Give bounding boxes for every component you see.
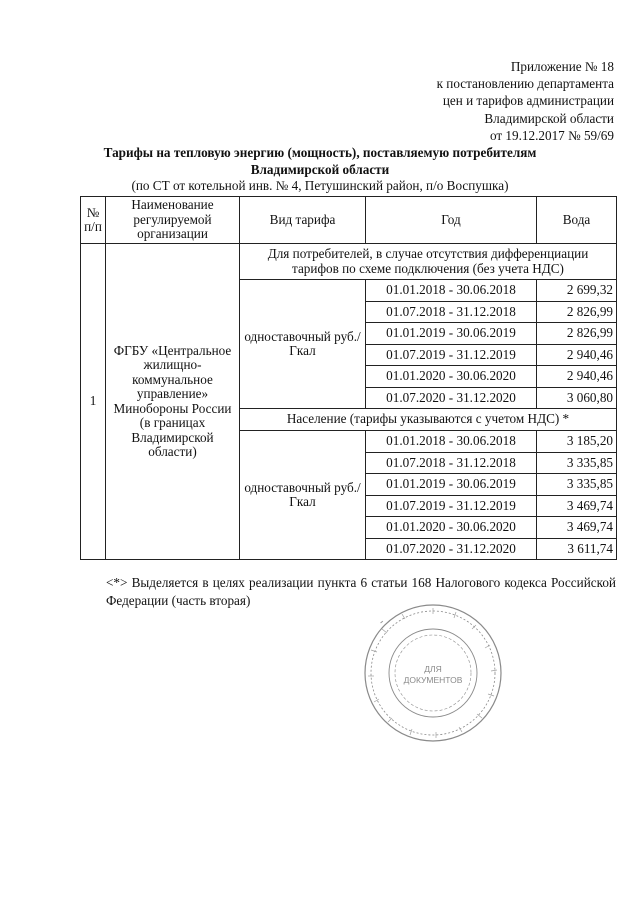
value-cell: 3 335,85 (537, 474, 617, 496)
tariff-table (80, 196, 617, 560)
value-cell: 3 611,74 (537, 538, 617, 560)
stamp-line-1: ДЛЯ (424, 664, 442, 674)
document-title (0, 145, 640, 195)
value-cell: 3 060,80 (537, 387, 617, 409)
value-cell: 2 940,46 (537, 366, 617, 388)
period-cell: 01.01.2018 - 30.06.2018 (366, 431, 537, 453)
period-cell: 01.01.2020 - 30.06.2020 (366, 366, 537, 388)
period-cell: 01.07.2020 - 31.12.2020 (366, 387, 537, 409)
header-year: Год (366, 197, 537, 244)
period-cell: 01.07.2018 - 31.12.2018 (366, 301, 537, 323)
value-cell: 3 335,85 (537, 452, 617, 474)
appendix-line: Владимирской области (484, 110, 614, 126)
value-cell: 2 826,99 (537, 323, 617, 345)
footnote (80, 574, 616, 609)
table-row (81, 244, 617, 280)
section-2-tariff-type: одноставочный руб./Гкал (240, 431, 366, 560)
title-line-2: Владимирской области (250, 161, 390, 177)
period-cell: 01.07.2019 - 31.12.2019 (366, 344, 537, 366)
appendix-line: цен и тарифов администрации (442, 93, 614, 109)
value-cell: 3 185,20 (537, 431, 617, 453)
footnote-text: <*> Выделяется в целях реализации пункта 6 статьи 168 Налогового кодекса Российской Федерации (часть вторая) (106, 575, 616, 608)
organization-name: ФГБУ «Центральное жилищно-коммунальное управление» Минобороны России (в границах Владимирской области) (106, 244, 240, 560)
section-1-tariff-type: одноставочный руб./Гкал (240, 280, 366, 409)
appendix-line: от 19.12.2017 № 59/69 (489, 127, 614, 143)
appendix-block (437, 58, 614, 144)
period-cell: 01.01.2020 - 30.06.2020 (366, 517, 537, 539)
appendix-line: к постановлению департамента (436, 76, 614, 92)
header-tariff-type: Вид тарифа (240, 197, 366, 244)
table-header-row (81, 197, 617, 244)
header-water: Вода (537, 197, 617, 244)
value-cell: 3 469,74 (537, 495, 617, 517)
period-cell: 01.01.2019 - 30.06.2019 (366, 323, 537, 345)
period-cell: 01.07.2020 - 31.12.2020 (366, 538, 537, 560)
title-subtitle: (по СТ от котельной инв. № 4, Петушинский район, п/о Воспушка) (131, 178, 509, 193)
seal-stamp-icon (360, 600, 506, 746)
value-cell: 2 699,32 (537, 280, 617, 302)
period-cell: 01.07.2018 - 31.12.2018 (366, 452, 537, 474)
row-number: 1 (81, 244, 106, 560)
header-num: № п/п (81, 197, 106, 244)
section-1-title: Для потребителей, в случае отсутствия дифференциации тарифов по схеме подключения (без учета НДС) (240, 244, 617, 280)
stamp-line-2: ДОКУМЕНТОВ (403, 675, 463, 685)
period-cell: 01.01.2019 - 30.06.2019 (366, 474, 537, 496)
value-cell: 3 469,74 (537, 517, 617, 539)
section-2-title: Население (тарифы указываются с учетом НДС) * (240, 409, 617, 431)
period-cell: 01.01.2018 - 30.06.2018 (366, 280, 537, 302)
appendix-line: Приложение № 18 (510, 59, 614, 74)
period-cell: 01.07.2019 - 31.12.2019 (366, 495, 537, 517)
value-cell: 2 940,46 (537, 344, 617, 366)
title-line-1: Тарифы на тепловую энергию (мощность), поставляемую потребителям (103, 145, 537, 160)
header-organization: Наименование регулируемой организации (106, 197, 240, 244)
value-cell: 2 826,99 (537, 301, 617, 323)
